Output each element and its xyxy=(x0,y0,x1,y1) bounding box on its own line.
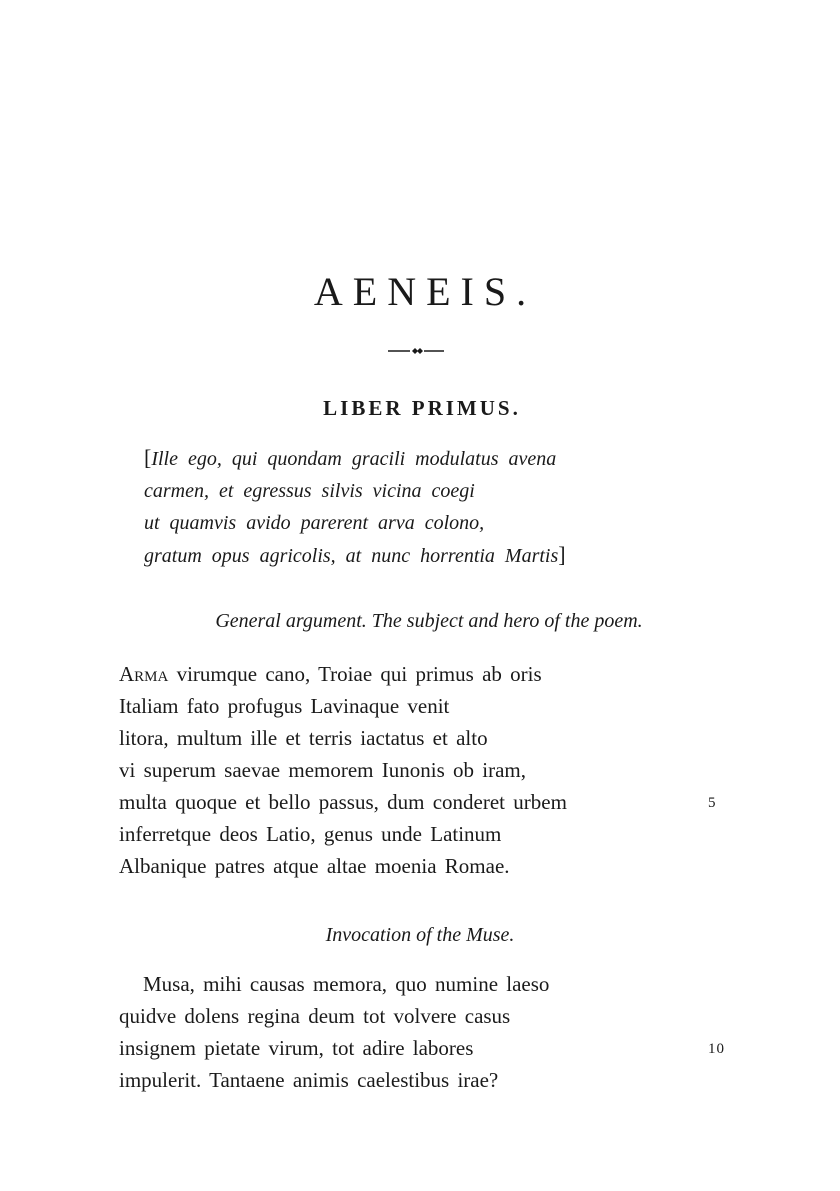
verse-line: Musa, mihi causas memora, quo numine laeso xyxy=(143,972,550,996)
open-bracket: [ xyxy=(144,445,152,470)
verse-line: Arma virumque cano, Troiae qui primus ab oris xyxy=(119,662,542,686)
ornament-divider xyxy=(386,345,446,357)
prefatory-verses xyxy=(144,442,664,572)
verse-line: Albanique patres atque altae moenia Romae. xyxy=(119,854,510,878)
line-number: 10 xyxy=(708,1041,725,1057)
verse-line: impulerit. Tantaene animis caelestibus irae? xyxy=(119,1068,499,1092)
line-number: 5 xyxy=(708,795,717,811)
verse-line: Italiam fato profugus Lavinaque venit xyxy=(119,694,450,718)
close-bracket: ] xyxy=(558,542,566,567)
section-heading-argument: General argument. The subject and hero of the poem. xyxy=(215,610,643,632)
page-title: AENEIS. xyxy=(313,269,537,314)
verse-block-argument xyxy=(119,658,739,882)
prefatory-line: ut quamvis avido parerent arva colono, xyxy=(144,512,485,534)
verse-line: multa quoque et bello passus, dum conderet urbem 5 xyxy=(119,786,739,818)
verse-line: inferretque deos Latio, genus unde Latinum xyxy=(119,822,502,846)
prefatory-line: carmen, et egressus silvis vicina coegi xyxy=(144,480,475,502)
verse-line: quidve dolens regina deum tot volvere casus xyxy=(119,1004,511,1028)
verse-line: insignem pietate virum, tot adire labores 10 xyxy=(119,1032,739,1064)
verse-line: litora, multum ille et terris iactatus et alto xyxy=(119,726,488,750)
section-heading-invocation: Invocation of the Muse. xyxy=(325,924,515,946)
prefatory-line: gratum opus agricolis, at nunc horrentia Martis] xyxy=(144,542,566,567)
verse-block-invocation xyxy=(119,968,739,1096)
verse-line: vi superum saevae memorem Iunonis ob iram, xyxy=(119,758,526,782)
book-title: LIBER PRIMUS. xyxy=(323,396,521,420)
prefatory-line: [Ille ego, qui quondam gracili modulatus avena xyxy=(144,445,557,470)
